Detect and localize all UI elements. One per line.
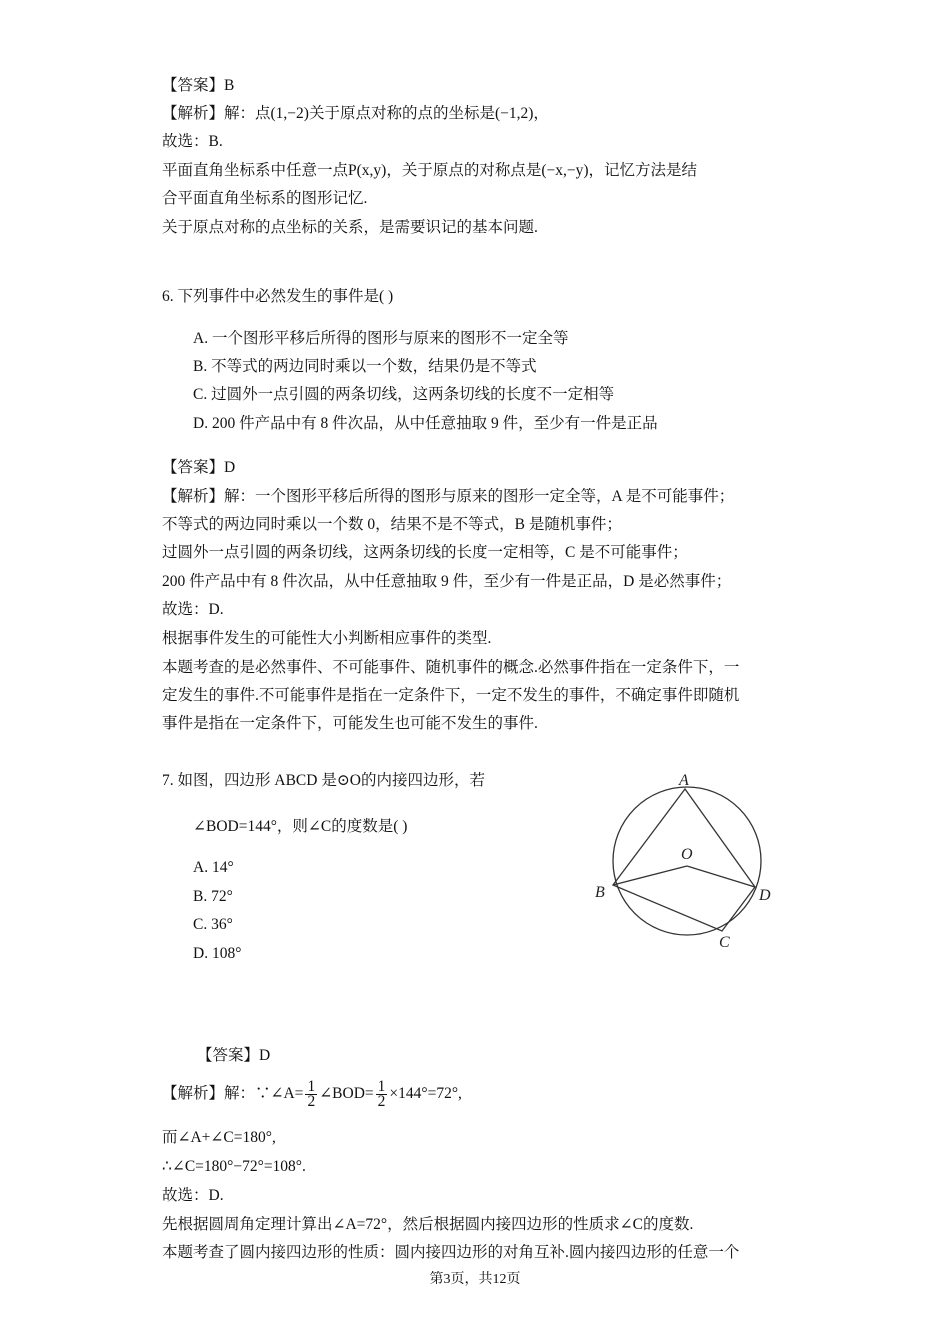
q7-stem-line-2: ∠BOD=144°，则∠C的度数是( ): [193, 818, 408, 835]
fraction-denominator: 2: [307, 1092, 316, 1110]
q5-note-line-3: 关于原点对称的点坐标的关系，是需要识记的基本问题.: [162, 219, 538, 236]
q7-answer: 【答案】D: [197, 1047, 271, 1064]
q6-analysis-line: 过圆外一点引圆的两条切线，这两条切线的长度一定相等，C 是不可能事件；: [162, 544, 688, 561]
q6-option-a: A. 一个图形平移后所得的图形与原来的图形不一定全等: [193, 330, 569, 347]
q7-summary-line-1: 先根据圆周角定理计算出∠A=72°，然后根据圆内接四边形的性质求∠C的度数.: [162, 1216, 694, 1233]
q7-analysis-tail: ×144°=72°,: [389, 1085, 462, 1102]
label-b: B: [595, 884, 605, 901]
q5-note-line-2: 合平面直角坐标系的图形记忆.: [162, 190, 368, 207]
q6-option-d: D. 200 件产品中有 8 件次品，从中任意抽取 9 件，至少有一件是正品: [193, 415, 658, 432]
fraction-half: [305, 1077, 317, 1110]
q5-analysis: 【解析】解：点(1,−2)关于原点对称的点的坐标是(−1,2)，: [162, 105, 549, 122]
q6-analysis-line: 本题考查的是必然事件、不可能事件、随机事件的概念.必然事件指在一定条件下，一: [162, 659, 740, 676]
q5-answer: 【答案】B: [162, 77, 235, 94]
q6-analysis-line: 200 件产品中有 8 件次品，从中任意抽取 9 件，至少有一件是正品，D 是必然事件；: [162, 573, 732, 590]
q6-answer: 【答案】D: [162, 459, 236, 476]
q6-option-b: B. 不等式的两边同时乘以一个数，结果仍是不等式: [193, 358, 537, 375]
page-footer: 第3页，共12页: [429, 1272, 521, 1287]
q6-analysis-line: 定发生的事件.不可能事件是指在一定条件下，一定不发生的事件，不确定事件即随机: [162, 687, 740, 704]
q7-choose: 故选：D.: [162, 1187, 224, 1204]
fraction-denominator: 2: [377, 1092, 386, 1110]
q7-analysis-prefix: 【解析】解：∵∠A=: [162, 1085, 304, 1102]
q6-analysis-line: 根据事件发生的可能性大小判断相应事件的类型.: [162, 630, 492, 647]
q6-analysis-line: 故选：D.: [162, 601, 224, 618]
label-a: A: [679, 772, 689, 789]
q7-option-a: A. 14°: [193, 859, 234, 876]
segment-od: [687, 866, 755, 887]
q6-analysis-line: 事件是指在一定条件下，可能发生也可能不发生的事件.: [162, 715, 538, 732]
q7-analysis-line: [162, 1078, 462, 1110]
segment-ob: [613, 866, 687, 885]
q6-analysis-line: 【解析】解：一个图形平移后所得的图形与原来的图形一定全等，A 是不可能事件；: [162, 488, 735, 505]
label-o: O: [681, 846, 693, 863]
label-c: C: [719, 934, 730, 951]
q7-summary-line-2: 本题考查了圆内接四边形的性质：圆内接四边形的对角互补.圆内接四边形的任意一个: [162, 1244, 740, 1261]
q7-sum-line: 而∠A+∠C=180°,: [162, 1129, 276, 1146]
fraction-numerator: 1: [377, 1077, 386, 1095]
q5-note-line-1: 平面直角坐标系中任意一点P(x,y)，关于原点的对称点是(−x,−y)，记忆方法是结: [162, 162, 698, 179]
q6-stem: 6. 下列事件中必然发生的事件是( ): [162, 288, 394, 305]
q7-option-b: B. 72°: [193, 888, 233, 905]
q6-analysis-line: 不等式的两边同时乘以一个数 0，结果不是不等式，B 是随机事件；: [162, 516, 622, 533]
q7-analysis-mid: ∠BOD=: [319, 1085, 374, 1102]
q7-stem-line-1: 7. 如图，四边形 ABCD 是⊙O的内接四边形，若: [162, 772, 485, 789]
q7-figure-circle-quadrilateral: [585, 765, 785, 955]
q5-choose: 故选：B.: [162, 133, 223, 150]
q7-option-d: D. 108°: [193, 945, 242, 962]
fraction-half: [376, 1077, 388, 1110]
fraction-numerator: 1: [307, 1077, 316, 1095]
q7-therefore-line: ∴∠C=180°−72°=108°.: [162, 1158, 306, 1175]
q7-option-c: C. 36°: [193, 916, 233, 933]
q6-option-c: C. 过圆外一点引圆的两条切线，这两条切线的长度不一定相等: [193, 386, 615, 403]
label-d: D: [759, 887, 771, 904]
